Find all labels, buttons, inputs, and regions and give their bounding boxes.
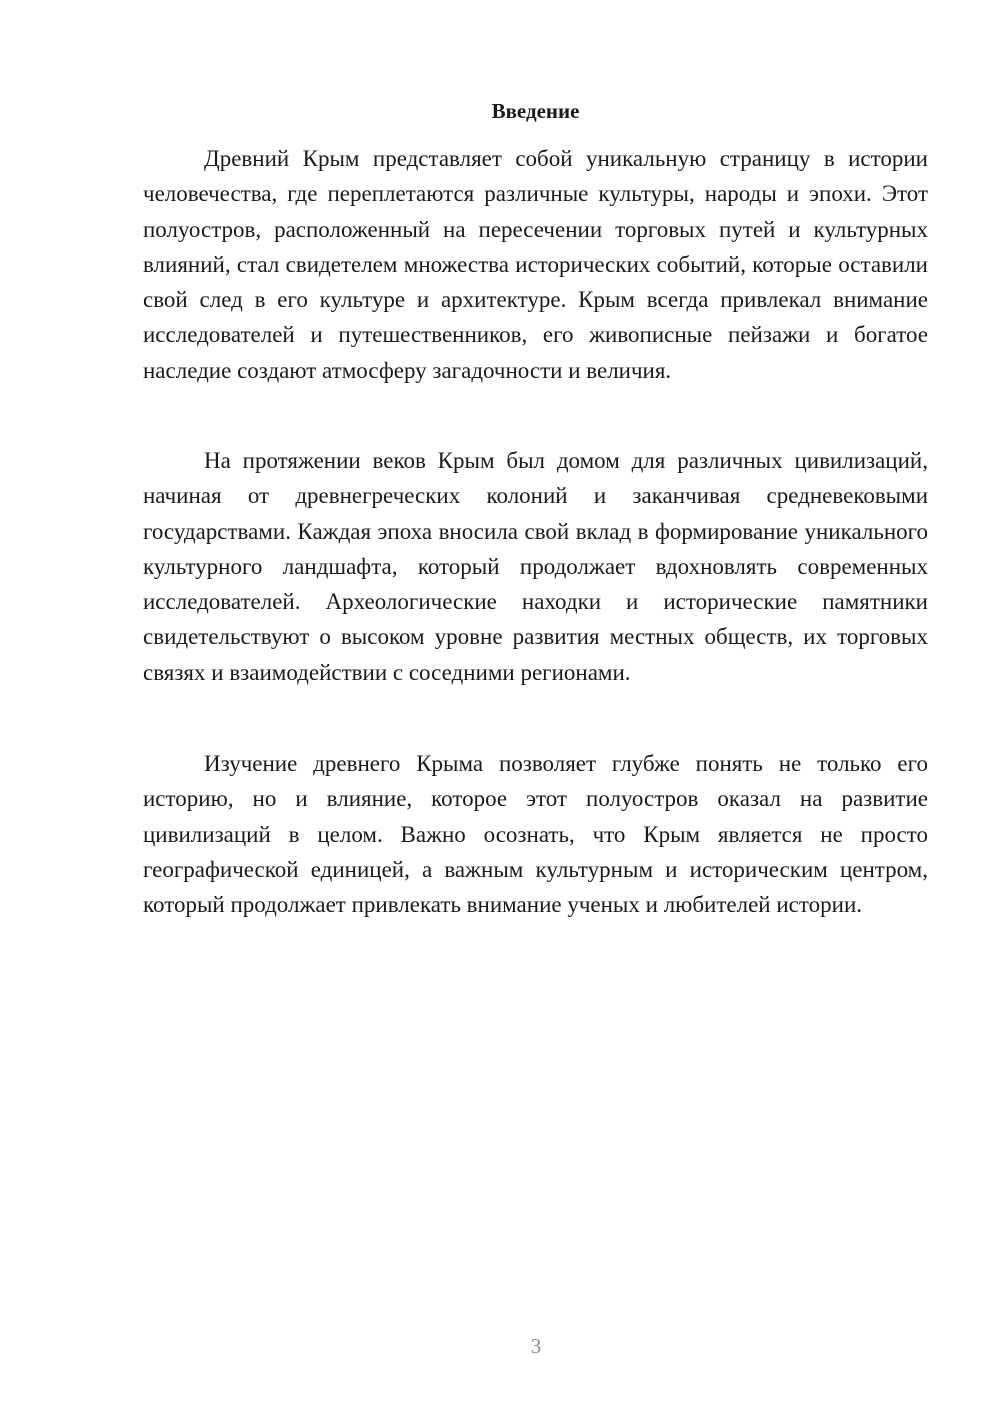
paragraph-3: Изучение древнего Крыма позволяет глубже понять не только его историю, но и влияние, которое этот полуостров оказал на развитие цивилизаций в целом. Важно осознать, что Крым является не просто географической единицей, а важным культурным и историческим центром, который продолжает привлекать внимание ученых и любителей истории.	[143, 751, 928, 918]
paragraph-1: Древний Крым представляет собой уникальную страницу в истории человечества, где переплетаются различные культуры, народы и эпохи. Этот полуостров, расположенный на пересечении торговых путей и культурных влияний, стал свидетелем множества исторических событий, которые оставили свой след в его культуре и архитектуре. Крым всегда привлекал внимание исследователей и путешественников, его живописные пейзажи и богатое наследие создают атмосферу загадочности и величия.	[143, 146, 928, 383]
paragraph-2: На протяжении веков Крым был домом для различных цивилизаций, начиная от древнегреческих колоний и заканчивая средневековыми государствами. Каждая эпоха вносила свой вклад в формирование уникального культурного ландшафта, который продолжает вдохновлять современных исследователей. Археологические находки и исторические памятники свидетельствуют о высоком уровне развития местных обществ, их торговых связях и взаимодействии с соседними регионами.	[143, 448, 928, 685]
page-number: 3	[530, 1334, 542, 1358]
section-heading: Введение	[491, 99, 580, 123]
